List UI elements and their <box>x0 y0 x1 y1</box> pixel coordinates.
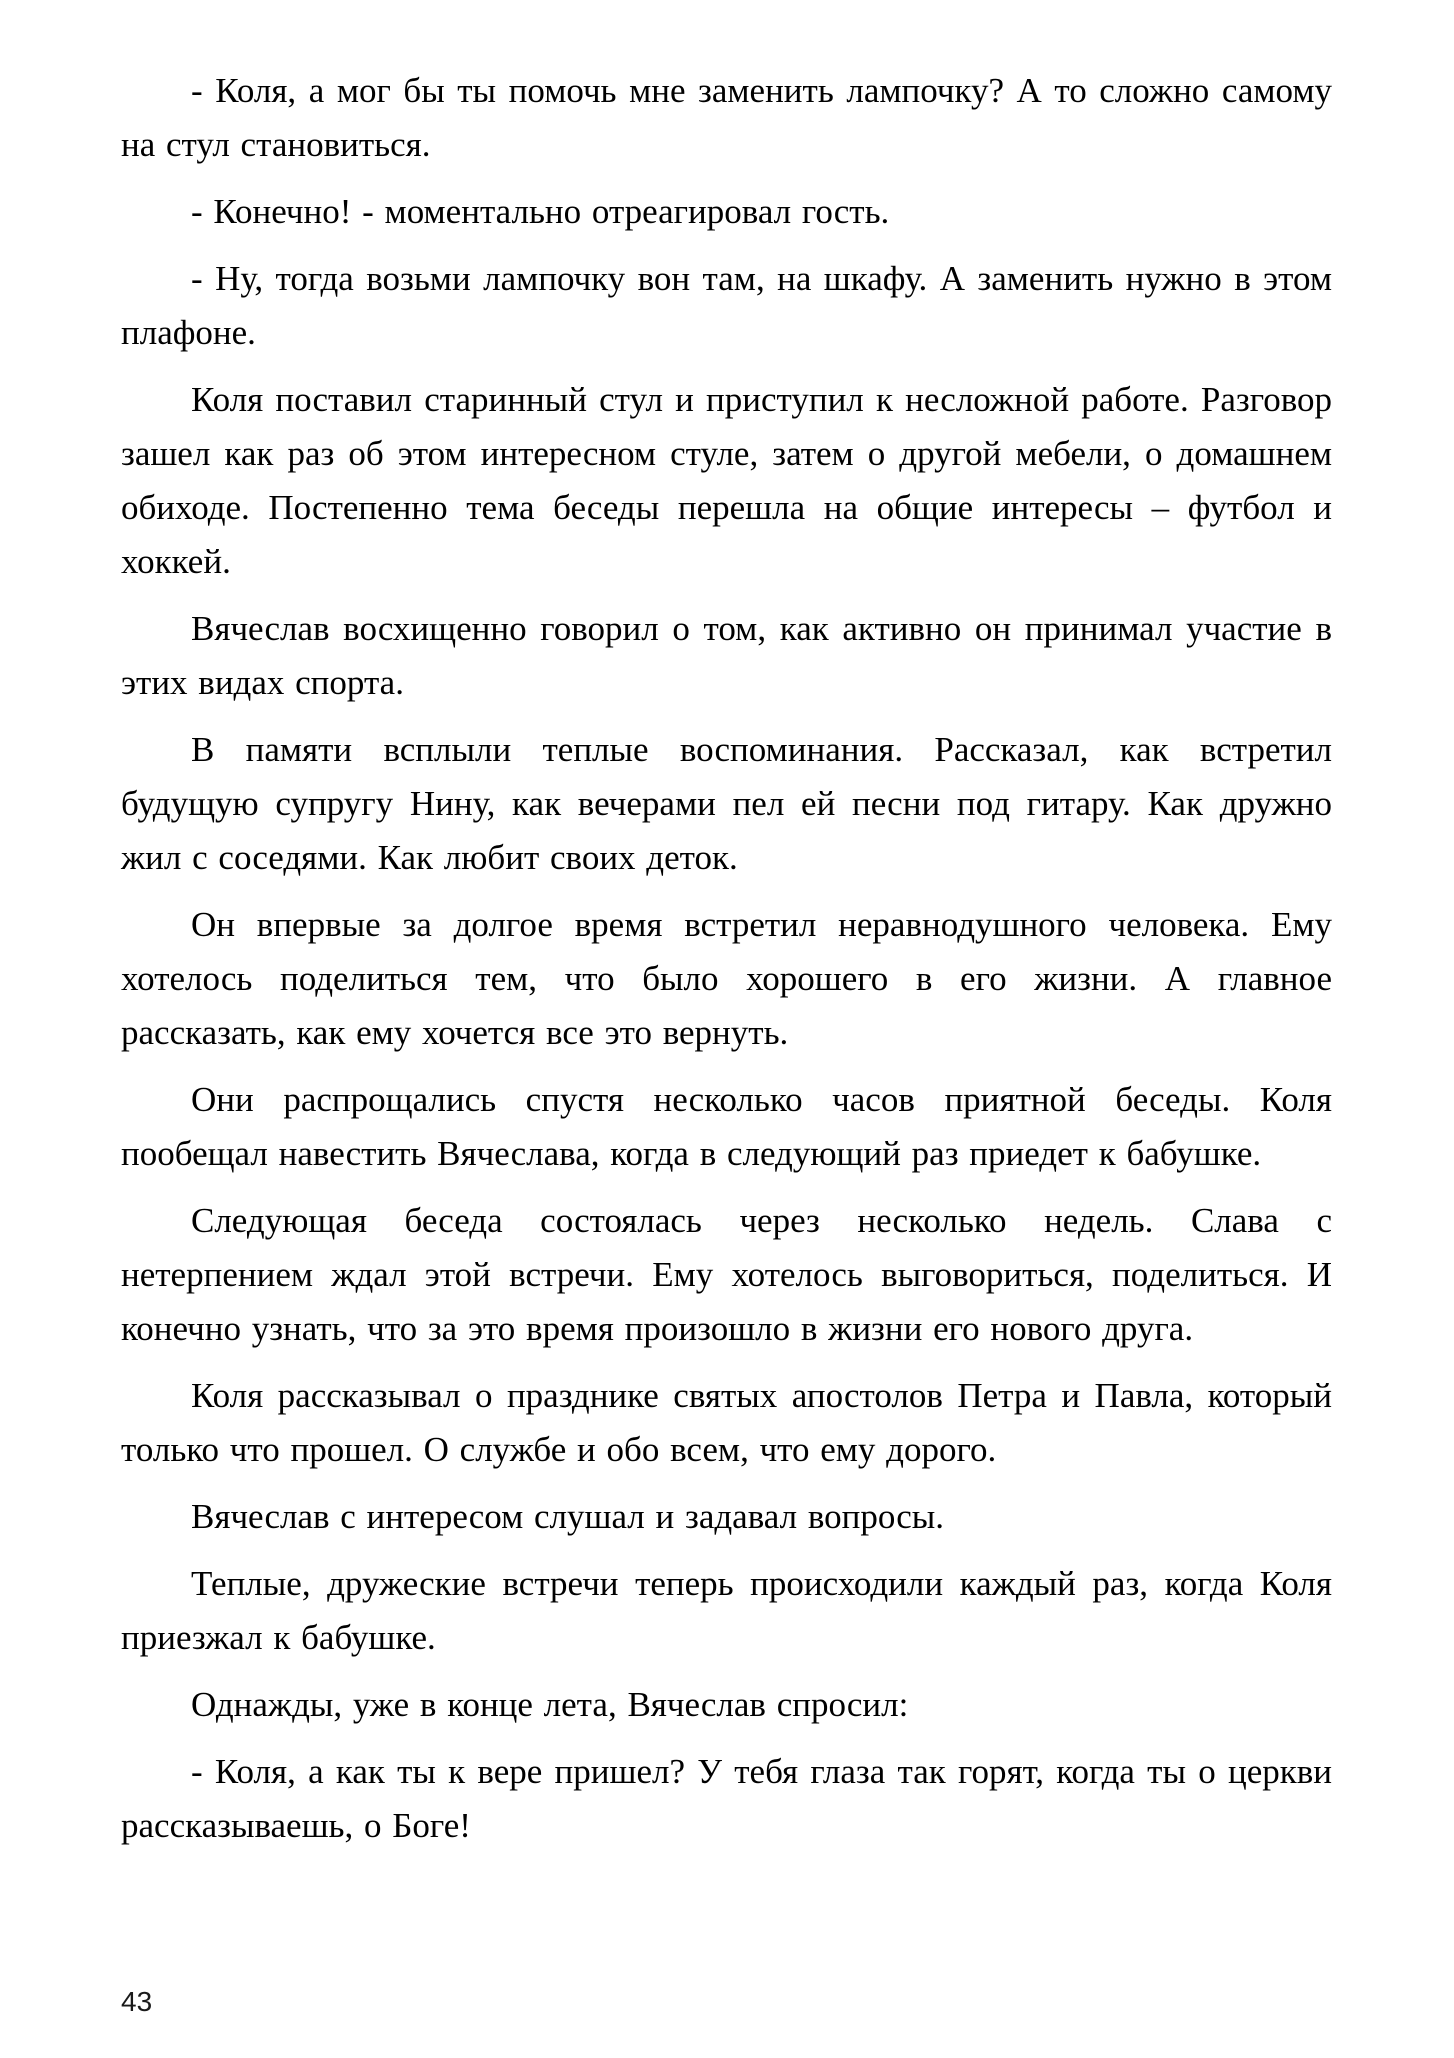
text-body <box>121 64 1332 1853</box>
paragraph: Вячеслав с интересом слушал и задавал вопросы. <box>191 1497 945 1536</box>
page-number: 43 <box>121 1986 153 2017</box>
paragraph: - Коля, а как ты к вере пришел? У тебя глаза так горят, когда ты о церкви рассказываешь, о Боге! <box>121 1752 1332 1845</box>
paragraph: Коля рассказывал о празднике святых апостолов Петра и Павла, который только что прошел. О службе и обо всем, что ему дорого. <box>121 1376 1332 1469</box>
paragraph: Они распрощались спустя несколько часов приятной беседы. Коля пообещал навестить Вячеслава, когда в следующий раз приедет к бабушке. <box>121 1080 1332 1173</box>
paragraph: - Коля, а мог бы ты помочь мне заменить лампочку? А то сложно самому на стул становиться. <box>121 71 1332 164</box>
paragraph: Вячеслав восхищенно говорил о том, как активно он принимал участие в этих видах спорта. <box>121 609 1332 702</box>
paragraph: В памяти всплыли теплые воспоминания. Рассказал, как встретил будущую супругу Нину, как вечерами пел ей песни под гитару. Как дружно жил с соседями. Как любит своих деток. <box>121 730 1332 877</box>
paragraph: Коля поставил старинный стул и приступил к несложной работе. Разговор зашел как раз об этом интересном стуле, затем о другой мебели, о домашнем обиходе. Постепенно тема беседы перешла на общие интересы – футбол и хоккей. <box>121 380 1332 581</box>
paragraph: - Ну, тогда возьми лампочку вон там, на шкафу. А заменить нужно в этом плафоне. <box>121 259 1332 352</box>
paragraph: Однажды, уже в конце лета, Вячеслав спросил: <box>191 1685 909 1724</box>
paragraph: Следующая беседа состоялась через несколько недель. Слава с нетерпением ждал этой встречи. Ему хотелось выговориться, поделиться. И конечно узнать, что за это время произошло в жизни его нового друга. <box>121 1201 1332 1348</box>
paragraph: Теплые, дружеские встречи теперь происходили каждый раз, когда Коля приезжал к бабушке. <box>121 1564 1332 1657</box>
paragraph: - Конечно! - моментально отреагировал гость. <box>191 192 890 231</box>
paragraph: Он впервые за долгое время встретил неравнодушного человека. Ему хотелось поделиться тем, что было хорошего в его жизни. А главное рассказать, как ему хочется все это вернуть. <box>121 905 1332 1052</box>
